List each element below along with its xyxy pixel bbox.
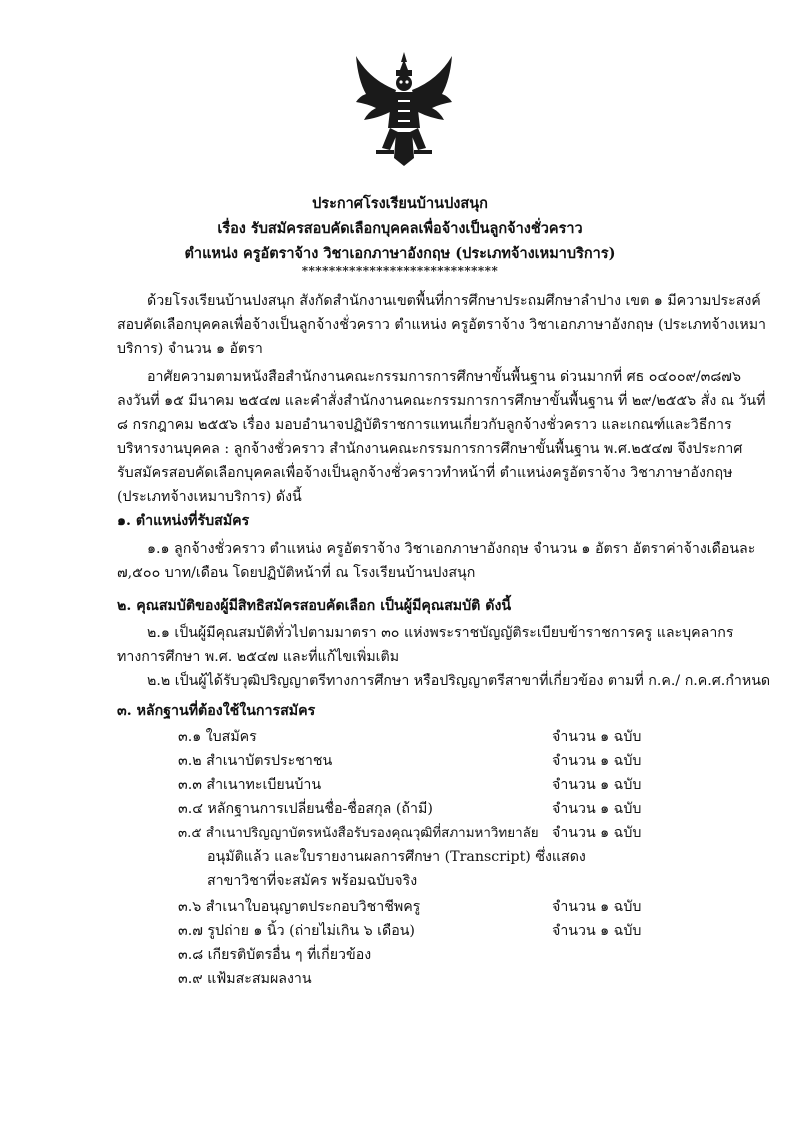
document-item-label: ๓.๗ รูปถ่าย ๑ นิ้ว (ถ่ายไม่เกิน ๖ เดือน) — [178, 923, 415, 939]
document-item-amount: จำนวน ๑ ฉบับ — [552, 825, 642, 841]
intro-paragraph-1-line-3: บริการ) จำนวน ๑ อัตรา — [117, 341, 263, 357]
document-item-amount: จำนวน ๑ ฉบับ — [552, 923, 642, 939]
announcement-position: ตำแหน่ง ครูอัตราจ้าง วิชาเอกภาษาอังกฤษ (ประเภทจ้างเหมาบริการ) — [184, 245, 616, 262]
garuda-emblem-icon — [352, 50, 456, 178]
announcement-title: ประกาศโรงเรียนบ้านปงสนุก — [312, 195, 488, 212]
document-item-continuation: อนุมัติแล้ว และใบรายงานผลการศึกษา (Transcript) ซึ่งแสดง — [207, 849, 586, 865]
document-item-label: ๓.๒ สำเนาบัตรประชาชน — [178, 753, 333, 769]
section-3-heading: ๓. หลักฐานที่ต้องใช้ในการสมัคร — [117, 703, 316, 719]
section-1-line-1: ๑.๑ ลูกจ้างชั่วคราว ตำแหน่ง ครูอัตราจ้าง วิชาเอกภาษาอังกฤษ จำนวน ๑ อัตรา อัตราค่าจ้างเดือนละ — [147, 541, 756, 557]
intro-paragraph-1-line-1: ด้วยโรงเรียนบ้านปงสนุก สังกัดสำนักงานเขตพื้นที่การศึกษาประถมศึกษาลำปาง เขต ๑ มีความประสงค์ — [147, 293, 761, 309]
section-1-line-2: ๗,๕๐๐ บาท/เดือน โดยปฏิบัติหน้าที่ ณ โรงเรียนบ้านปงสนุก — [117, 565, 476, 581]
intro-paragraph-2-line-3: ๘ กรกฎาคม ๒๕๕๖ เรื่อง มอบอำนาจปฏิบัติราชการแทนเกี่ยวกับลูกจ้างชั่วคราว และเกณฑ์และวิธีการ — [117, 417, 732, 433]
document-item-label: ๓.๙ แฟ้มสะสมผลงาน — [178, 971, 312, 987]
document-item-label: ๓.๕ สำเนาปริญญาบัตรหนังสือรับรองคุณวุฒิที่สภามหาวิทยาลัย — [178, 826, 539, 841]
document-item-label: ๓.๖ สำเนาใบอนุญาตประกอบวิชาชีพครู — [178, 899, 421, 915]
document-item-label: ๓.๔ หลักฐานการเปลี่ยนชื่อ-ชื่อสกุล (ถ้ามี) — [178, 801, 433, 817]
section-2-heading: ๒. คุณสมบัติของผู้มีสิทธิสมัครสอบคัดเลือก เป็นผู้มีคุณสมบัติ ดังนี้ — [117, 598, 512, 614]
intro-paragraph-2-line-1: อาศัยความตามหนังสือสำนักงานคณะกรรมการการศึกษาขั้นพื้นฐาน ด่วนมากที่ ศธ ๐๔๐๐๙/๓๘๗๖ — [147, 369, 741, 385]
document-item-amount: จำนวน ๑ ฉบับ — [552, 777, 642, 793]
section-2-line-3: ๒.๒ เป็นผู้ได้รับวุฒิปริญญาตรีทางการศึกษา หรือปริญญาตรีสาขาที่เกี่ยวข้อง ตามที่ ก.ค./ ก.ค.ศ.กำหนด — [147, 673, 771, 689]
document-item-amount: จำนวน ๑ ฉบับ — [552, 801, 642, 817]
announcement-subject: เรื่อง รับสมัครสอบคัดเลือกบุคคลเพื่อจ้างเป็นลูกจ้างชั่วคราว — [217, 220, 583, 237]
document-item-label: ๓.๓ สำเนาทะเบียนบ้าน — [178, 777, 322, 793]
document-item-label: ๓.๑ ใบสมัคร — [178, 729, 257, 745]
document-item-amount: จำนวน ๑ ฉบับ — [552, 729, 642, 745]
document-item-continuation: สาขาวิชาที่จะสมัคร พร้อมฉบับจริง — [207, 873, 418, 889]
document-item-amount: จำนวน ๑ ฉบับ — [552, 899, 642, 915]
intro-paragraph-2-line-2: ลงวันที่ ๑๕ มีนาคม ๒๕๔๗ และคำสั่งสำนักงานคณะกรรมการการศึกษาขั้นพื้นฐาน ที่ ๒๙/๒๕๕๖ สั่ง ณ วันที่ — [117, 393, 766, 409]
section-2-line-2: ทางการศึกษา พ.ศ. ๒๕๔๗ และที่แก้ไขเพิ่มเติม — [117, 649, 400, 665]
intro-paragraph-1-line-2: สอบคัดเลือกบุคคลเพื่อจ้างเป็นลูกจ้างชั่วคราว ตำแหน่ง ครูอัตราจ้าง วิชาเอกภาษาอังกฤษ (ประเภทจ้างเหมา — [117, 317, 767, 333]
section-1-heading: ๑. ตำแหน่งที่รับสมัคร — [117, 513, 250, 529]
intro-paragraph-2-line-4: บริหารงานบุคคล : ลูกจ้างชั่วคราว สำนักงานคณะกรรมการการศึกษาขั้นพื้นฐาน พ.ศ.๒๕๔๗ จึงประกาศ — [117, 441, 743, 457]
intro-paragraph-2-line-5: รับสมัครสอบคัดเลือกบุคคลเพื่อจ้างเป็นลูกจ้างชั่วคราวทำหน้าที่ ตำแหน่งครูอัตราจ้าง วิชาภาษาอังกฤษ — [117, 465, 733, 481]
document-item-label: ๓.๘ เกียรติบัตรอื่น ๆ ที่เกี่ยวข้อง — [178, 947, 372, 963]
document-item-amount: จำนวน ๑ ฉบับ — [552, 753, 642, 769]
section-2-line-1: ๒.๑ เป็นผู้มีคุณสมบัติทั่วไปตามมาตรา ๓๐ แห่งพระราชบัญญัติระเบียบข้าราชการครู และบุคลากร — [147, 625, 734, 641]
stars-divider: ***************************** — [301, 264, 499, 278]
intro-paragraph-2-line-6: (ประเภทจ้างเหมาบริการ) ดังนี้ — [117, 489, 302, 505]
